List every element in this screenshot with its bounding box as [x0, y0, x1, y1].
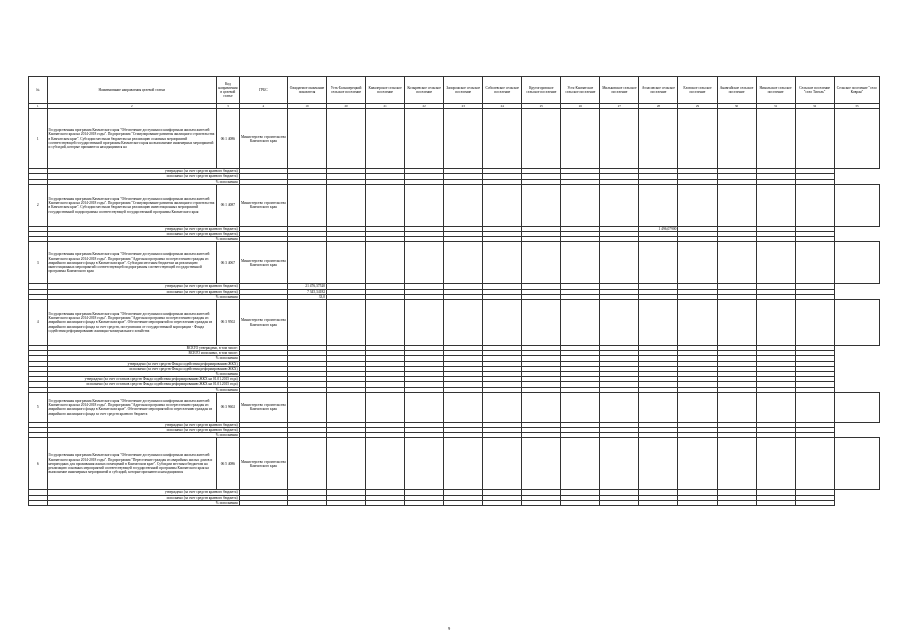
- row-number: 6: [29, 438, 48, 490]
- value-cell: [327, 109, 366, 169]
- sub-row-label: исполнено (за счет остатков средств Фонда содействия реформированию ЖКХ на 01.01.2015 года): [47, 382, 239, 387]
- value-cell: [366, 500, 405, 505]
- value-cell: [756, 500, 795, 505]
- sub-row-label: % исполнения: [47, 294, 239, 299]
- value-cell: [561, 184, 600, 226]
- value-cell: [327, 184, 366, 226]
- column-header: Кавалерское сельское поселение: [366, 77, 405, 104]
- column-header: Усть-Большерецкий сельское поселение: [327, 77, 366, 104]
- row-number: 1: [29, 109, 48, 169]
- value-cell: [522, 242, 561, 284]
- direction-code: 06 1 4087: [217, 184, 240, 226]
- value-cell: [327, 300, 366, 346]
- column-number: 23: [444, 104, 483, 109]
- grbs-name: Министерство строительства Камчатского края: [239, 184, 287, 226]
- program-row: [29, 392, 880, 422]
- sub-row-label: % исполнения: [47, 356, 239, 361]
- value-cell: [600, 392, 639, 422]
- value-cell: [287, 500, 326, 505]
- value-cell: [287, 438, 326, 490]
- value-cell: [834, 184, 879, 226]
- value-cell: [366, 392, 405, 422]
- value-cell: [756, 109, 795, 169]
- program-description: Государственная программа Камчатского края "Обеспечение доступным и комфортным жильем жителей Камчатского края на 2014-2018 годы". Подпрограмма "Стимулирование развития жилищного строительства в Камчатском крае". Субсидии местным бюджетам на реализацию основных мероприятий соответствующей государственной программы Камчатского края на выполнение инженерных мероприятий и субсидий, которые признаются находящимися на: [47, 109, 217, 169]
- value-cell: [522, 184, 561, 226]
- budget-table-sheet: [28, 76, 880, 506]
- value-cell: [717, 184, 756, 226]
- value-cell: [678, 500, 717, 505]
- column-number: 22: [405, 104, 444, 109]
- sub-row-label: исполнено (за счет средств краевого бюджета): [47, 232, 239, 237]
- program-description: Государственная программа Камчатского края "Обеспечение доступным и комфортным жильем жителей Камчатского края на 2014-2018 годы". Подпрограмма "Стимулирование развития жилищного строительства в Камчатском крае". Субсидии местным бюджетам на реализацию инвестиционных мероприятий государственной подпрограммы соответствующей государственной программы Камчатского края: [47, 184, 217, 226]
- value-cell: [366, 300, 405, 346]
- value-cell: [287, 184, 326, 226]
- column-number: 33: [834, 104, 879, 109]
- program-row: [29, 438, 880, 490]
- header-row: [29, 77, 880, 104]
- value-cell: [405, 392, 444, 422]
- value-cell: [522, 392, 561, 422]
- column-header: Код направления в целевой статье: [217, 77, 240, 104]
- value-cell: [444, 242, 483, 284]
- program-description: Государственная программа Камчатского края "Обеспечение доступным и комфортным жильем жителей Камчатского края на 2014-2018 годы". Подпрограмма "Переселение граждан из аварийных жилых домов и непригодных для проживания жилых помещений в Камчатском крае". Субсидии местным бюджетам на реализацию основных мероприятий соответствующей государственной программы Камчатского края на выполнение инженерных мероприятий и субсидий, которые признаются находящимися: [47, 438, 217, 490]
- table-body: [29, 109, 880, 506]
- value-cell: 21 476,37520: [287, 284, 326, 289]
- column-number: 26: [561, 104, 600, 109]
- column-header: Атласовское сельское поселение: [639, 77, 678, 104]
- column-number: 1: [29, 104, 48, 109]
- value-cell: [561, 392, 600, 422]
- value-cell: [795, 242, 834, 284]
- direction-code: 06 3 9602: [217, 392, 240, 422]
- column-number: 25: [522, 104, 561, 109]
- sub-row-label: утверждено (за счет средств Фонда содействия реформированию ЖКХ): [47, 361, 239, 366]
- value-cell: [834, 392, 879, 422]
- direction-code: 06 3 9502: [217, 300, 240, 346]
- value-cell: [600, 438, 639, 490]
- value-cell: [834, 242, 879, 284]
- column-header: Наименование направления целевой статьи: [47, 77, 217, 104]
- value-cell: [834, 300, 879, 346]
- value-cell: [678, 242, 717, 284]
- value-cell: [600, 242, 639, 284]
- column-header: Мильковское сельское поселение: [600, 77, 639, 104]
- program-description: Государственная программа Камчатского края "Обеспечение доступным и комфортным жильем жителей Камчатского края на 2014-2018 годы". Подпрограмма "Адресная программа по переселению граждан из аварийного жилищного фонда в Камчатском крае". Субсидии местным бюджетам на реализацию инвестиционных мероприятий соответствующей подпрограммы соответствующей государственной программы Камчатского края: [47, 242, 217, 284]
- column-header: Запорожское сельское поселение: [444, 77, 483, 104]
- value-cell: [561, 500, 600, 505]
- value-cell: [366, 438, 405, 490]
- value-cell: [561, 242, 600, 284]
- value-cell: [405, 300, 444, 346]
- value-cell: [834, 438, 879, 490]
- value-cell: [600, 184, 639, 226]
- column-header: Сельское поселение "село Ковран": [834, 77, 879, 104]
- column-header: Козыревское сельское поселение: [405, 77, 444, 104]
- value-cell: [639, 184, 678, 226]
- column-header: Анавгайское сельское поселение: [717, 77, 756, 104]
- sub-row-label: утверждено (за счет средств краевого бюджета): [47, 226, 239, 231]
- sub-row: [29, 500, 880, 505]
- value-cell: [600, 109, 639, 169]
- value-cell: [795, 500, 834, 505]
- column-number: 2: [47, 104, 217, 109]
- value-cell: [444, 184, 483, 226]
- program-description: Государственная программа Камчатского края "Обеспечение доступным и комфортным жильем жителей Камчатского края на 2014-2018 годы". Подпрограмма "Адресная программа по переселению граждан из аварийного жилищного фонда в Камчатском крае". Обеспечение мероприятий по переселению граждан из аварийного жилищного фонда за счет средств, поступивших от государственной корпорации - Фонда содействия реформированию жилищно-коммунального хозяйства: [47, 300, 217, 346]
- direction-code: 06 3 4067: [217, 242, 240, 284]
- value-cell: [756, 242, 795, 284]
- sub-row-label: % исполнения: [47, 237, 239, 242]
- value-cell: 33,0: [287, 294, 326, 299]
- column-header: Сельское поселение "село Тигиль": [795, 77, 834, 104]
- value-cell: [522, 300, 561, 346]
- column-number: 32: [795, 104, 834, 109]
- column-number: 4: [239, 104, 287, 109]
- grbs-name: Министерство строительства Камчатского края: [239, 300, 287, 346]
- value-cell: [405, 500, 444, 505]
- blank-cell: [29, 500, 48, 505]
- value-cell: [327, 392, 366, 422]
- column-number: 27: [600, 104, 639, 109]
- program-row: [29, 242, 880, 284]
- page-number: 9: [448, 626, 451, 631]
- value-cell: [366, 242, 405, 284]
- budget-table: [28, 76, 880, 506]
- value-cell: [756, 300, 795, 346]
- value-cell: [366, 184, 405, 226]
- column-header: Усть-Камчатское сельское поселение: [561, 77, 600, 104]
- value-cell: [444, 438, 483, 490]
- value-cell: [678, 392, 717, 422]
- sub-row-label: % исполнения: [47, 433, 239, 438]
- value-cell: [444, 300, 483, 346]
- column-number: 3: [217, 104, 240, 109]
- sub-row-label: утверждено (за счет средств краевого бюджета): [47, 490, 239, 495]
- column-number: 19: [287, 104, 326, 109]
- column-number: 24: [483, 104, 522, 109]
- column-header: Еловское сельское поселение: [678, 77, 717, 104]
- value-cell: [483, 242, 522, 284]
- value-cell: [639, 392, 678, 422]
- value-cell: [287, 109, 326, 169]
- program-row: [29, 184, 880, 226]
- value-cell: [522, 438, 561, 490]
- value-cell: [483, 392, 522, 422]
- value-cell: [522, 500, 561, 505]
- value-cell: [483, 438, 522, 490]
- value-cell: [795, 392, 834, 422]
- value-cell: [287, 392, 326, 422]
- value-cell: [678, 438, 717, 490]
- value-cell: [678, 109, 717, 169]
- value-cell: [483, 109, 522, 169]
- value-cell: [795, 184, 834, 226]
- value-cell: [561, 438, 600, 490]
- value-cell: [327, 500, 366, 505]
- value-cell: [327, 242, 366, 284]
- sub-row-label: утверждено (за счет средств краевого бюджета): [47, 422, 239, 427]
- column-number: 30: [717, 104, 756, 109]
- value-cell: [287, 300, 326, 346]
- value-cell: 7 345,34182: [287, 289, 326, 294]
- column-header: Крутогоровское сельское поселение: [522, 77, 561, 104]
- value-cell: [600, 500, 639, 505]
- value-cell: [405, 438, 444, 490]
- value-cell: [639, 242, 678, 284]
- sub-row-label: исполнено (за счет средств краевого бюджета): [47, 289, 239, 294]
- program-row: [29, 300, 880, 346]
- value-cell: [483, 184, 522, 226]
- value-cell: [405, 184, 444, 226]
- value-cell: [327, 438, 366, 490]
- value-cell: [366, 109, 405, 169]
- sub-row-label: ВСЕГО исполнено, в том числе:: [47, 351, 239, 356]
- value-cell: [522, 109, 561, 169]
- row-number: 3: [29, 242, 48, 284]
- row-number: 2: [29, 184, 48, 226]
- value-cell: [639, 109, 678, 169]
- value-cell: [756, 438, 795, 490]
- value-cell: [756, 392, 795, 422]
- value-cell: [405, 109, 444, 169]
- sub-row-label: утверждено (за счет средств краевого бюджета): [47, 169, 239, 174]
- column-header: Никольское сельское поселение: [756, 77, 795, 104]
- column-header: ГРБС: [239, 77, 287, 104]
- column-number: 29: [678, 104, 717, 109]
- value-cell: [639, 438, 678, 490]
- value-cell: [239, 500, 287, 505]
- sub-row-label: % исполнения: [47, 500, 239, 505]
- value-cell: [483, 500, 522, 505]
- value-cell: [717, 438, 756, 490]
- value-cell: [444, 392, 483, 422]
- value-cell: [717, 300, 756, 346]
- column-number: 20: [327, 104, 366, 109]
- grbs-name: Министерство строительства Камчатского края: [239, 392, 287, 422]
- column-number: 21: [366, 104, 405, 109]
- sub-row-label: утверждено (за счет остатков средств Фонда содействия реформированию ЖКХ на 01.01.2015 года): [47, 377, 239, 382]
- program-description: Государственная программа Камчатского края "Обеспечение доступным и комфортным жильем жителей Камчатского края на 2014-2018 годы". Подпрограмма "Адресная программа по переселению граждан из аварийного жилищного фонда в Камчатском крае". Обеспечение мероприятий по переселению граждан из аварийного жилищного фонда за счет средств краевого бюджета: [47, 392, 217, 422]
- sub-row-label: исполнено (за счет средств краевого бюджета): [47, 428, 239, 433]
- value-cell: [444, 109, 483, 169]
- grbs-name: Министерство строительства Камчатского края: [239, 438, 287, 490]
- value-cell: [405, 242, 444, 284]
- value-cell: [834, 109, 879, 169]
- value-cell: [444, 500, 483, 505]
- value-cell: [717, 242, 756, 284]
- row-number: 4: [29, 300, 48, 346]
- sub-row-label: % исполнения: [47, 179, 239, 184]
- value-cell: [561, 109, 600, 169]
- value-cell: [795, 109, 834, 169]
- value-cell: [717, 392, 756, 422]
- sub-row-label: исполнено (за счет средств краевого бюджета): [47, 495, 239, 500]
- column-header: Ожидаемое окончание показателя: [287, 77, 326, 104]
- grbs-name: Министерство строительства Камчатского края: [239, 109, 287, 169]
- row-number: 5: [29, 392, 48, 422]
- value-cell: [678, 300, 717, 346]
- value-cell: [678, 184, 717, 226]
- value-cell: [287, 242, 326, 284]
- value-cell: [561, 300, 600, 346]
- column-number: 28: [639, 104, 678, 109]
- value-cell: [483, 300, 522, 346]
- direction-code: 06 5 4086: [217, 438, 240, 490]
- value-cell: [795, 438, 834, 490]
- sub-row-label: % исполнения: [47, 387, 239, 392]
- value-cell: [756, 184, 795, 226]
- value-cell: [600, 300, 639, 346]
- value-cell: [639, 300, 678, 346]
- sub-row-label: % исполнения: [47, 372, 239, 377]
- column-header: №: [29, 77, 48, 104]
- program-row: [29, 109, 880, 169]
- column-header: Соболевское сельское поселение: [483, 77, 522, 104]
- value-cell: [639, 500, 678, 505]
- grbs-name: Министерство строительства Камчатского края: [239, 242, 287, 284]
- sub-row-label: утверждено (за счет средств краевого бюджета): [47, 284, 239, 289]
- sub-row-label: ВСЕГО утверждено, в том числе:: [47, 346, 239, 351]
- column-number: 31: [756, 104, 795, 109]
- value-cell: [795, 300, 834, 346]
- value-cell: [717, 500, 756, 505]
- sub-row-label: исполнено (за счет средств краевого бюджета): [47, 174, 239, 179]
- sub-row-label: исполнено (за счет средств Фонда содействия реформированию ЖКХ): [47, 366, 239, 371]
- value-cell: [717, 109, 756, 169]
- value-cell: 1 496,07900: [639, 226, 678, 231]
- direction-code: 06 1 4086: [217, 109, 240, 169]
